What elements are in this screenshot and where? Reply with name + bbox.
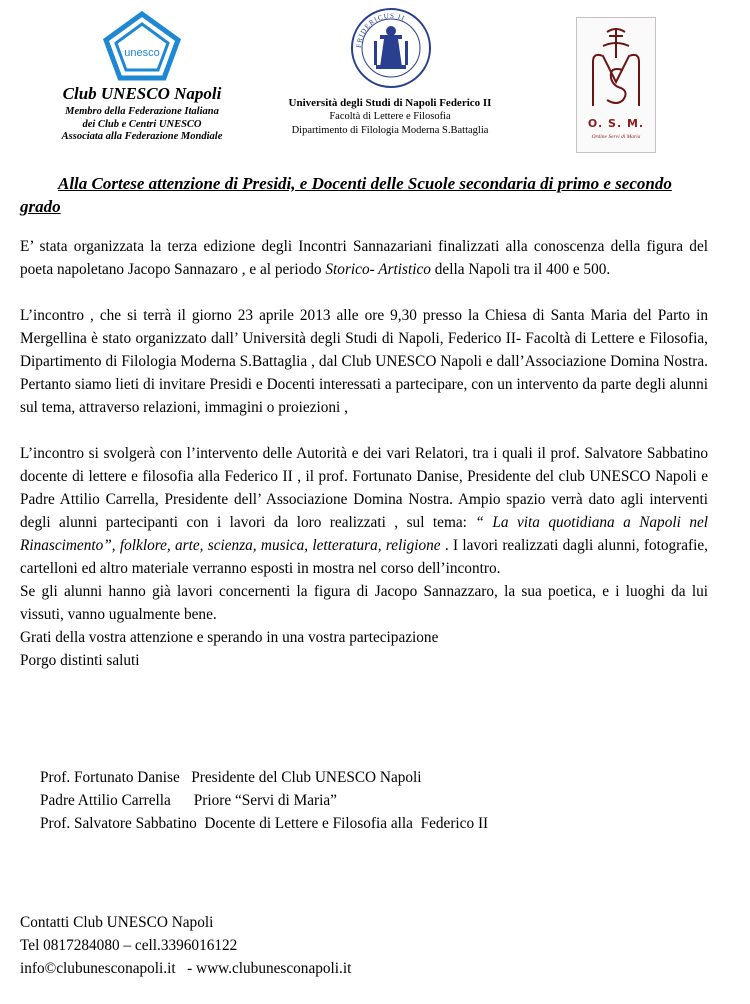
seal-text: FRIDERICUS II <box>354 11 407 49</box>
signatures-block <box>40 766 488 835</box>
unesco-logo-text: unesco <box>124 47 160 59</box>
osm-caption: Ordine Servi di Maria <box>591 134 641 140</box>
osm-emblem <box>583 22 649 114</box>
paragraph-emphasis: “ La vita quotidiana a Napoli nel Rinascimento”, folklore, arte, scienza, musica, letteratura, religione <box>20 514 709 554</box>
paragraph-emphasis: Storico- Artistico <box>325 261 431 278</box>
contacts-title: Contatti Club UNESCO Napoli <box>20 914 214 931</box>
university-block <box>262 96 518 138</box>
paragraph-works: Se gli alunni hanno già lavori concernenti la figura di Jacopo Sannazzaro, la sua poetica, e i luoghi da lui vissuti, vanno ugualmente bene. <box>20 583 708 623</box>
subtitle-line: Associata alla Federazione Mondiale <box>61 131 223 142</box>
letter-body <box>20 235 708 672</box>
unesco-logo <box>100 10 184 82</box>
letter-heading-text: Alla Cortese attenzione di Presidi, e Docenti delle Scuole secondaria di primo e secondo grado <box>20 174 672 216</box>
paragraph-event: L’incontro , che si terrà il giorno 23 aprile 2013 alle ore 9,30 presso la Chiesa di Santa Maria del Parto in Mergellina è stato organizzato dall’ Università degli Studi di Napoli, Federico II- Facoltà di Lettere e Filosofia, Dipartimento di Filologia Moderna S.Battaglia , dal Club UNESCO Napoli e dall’Associazione Domina Nostra. Pertanto siamo lieti di invitare Presidi e Docenti interessati a partecipare, con un intervento da parte degli alunni sul tema, attraverso relazioni, immagini o proiezioni , <box>20 307 708 416</box>
signature-line: Padre Attilio Carrella Priore “Servi di Maria” <box>40 792 337 809</box>
letter-heading <box>20 172 710 218</box>
contacts-web: info©clubunesconapoli.it - www.clubunesconapoli.it <box>20 960 352 977</box>
university-name: Università degli Studi di Napoli Federico II <box>288 97 492 109</box>
paragraph-text: della Napoli tra il 400 e 500. <box>430 261 611 278</box>
club-unesco-subtitle <box>42 106 242 144</box>
paragraph-text: . I lavori realizzati dagli alunni, fotografie, cartelloni ed altro materiale verranno esposti in mostra nel corso dell’incontro. <box>20 537 708 577</box>
paragraph-text: E’ stata organizzata la terza edizione degli Incontri Sannazariani finalizzati alla conoscenza della figura del poeta napoletano Jacopo Sannazaro , e al periodo <box>20 238 708 278</box>
subtitle-line: dei Club e Centri UNESCO <box>82 118 202 130</box>
university-faculty: Facoltà di Lettere e Filosofia <box>329 111 451 122</box>
university-seal <box>350 7 432 89</box>
signature-line: Prof. Fortunato Danise Presidente del Club UNESCO Napoli <box>40 769 422 786</box>
paragraph-intro <box>20 235 708 281</box>
paragraph-program <box>20 442 708 580</box>
paragraph-closing: Porgo distinti saluti <box>20 652 140 669</box>
contacts-phone: Tel 0817284080 – cell.3396016122 <box>20 937 238 954</box>
university-department: Dipartimento di Filologia Moderna S.Battaglia <box>291 125 489 136</box>
paragraph-thanks: Grati della vostra attenzione e sperando in una vostra partecipazione <box>20 629 439 646</box>
osm-letters: O. S. M. <box>587 117 645 130</box>
paragraph-text: L’incontro si svolgerà con l’intervento delle Autorità e dei vari Relatori, tra i quali il prof. Salvatore Sabbatino docente di lettere e filosofia alla Federico II , il prof. Fortunato Danise, Presidente del club UNESCO Napoli e Padre Attilio Carrella, Presidente dell’ Associazione Domina Nostra. Ampio spazio verrà dato agli interventi degli alunni partecipanti con i lavori da loro realizzati , sul tema: <box>20 445 708 531</box>
signature-line: Prof. Salvatore Sabbatino Docente di Lettere e Filosofia alla Federico II <box>40 815 489 832</box>
contacts-block <box>20 911 351 980</box>
club-unesco-title: Club UNESCO Napoli <box>62 84 222 103</box>
subtitle-line: Membro della Federazione Italiana <box>65 106 219 117</box>
